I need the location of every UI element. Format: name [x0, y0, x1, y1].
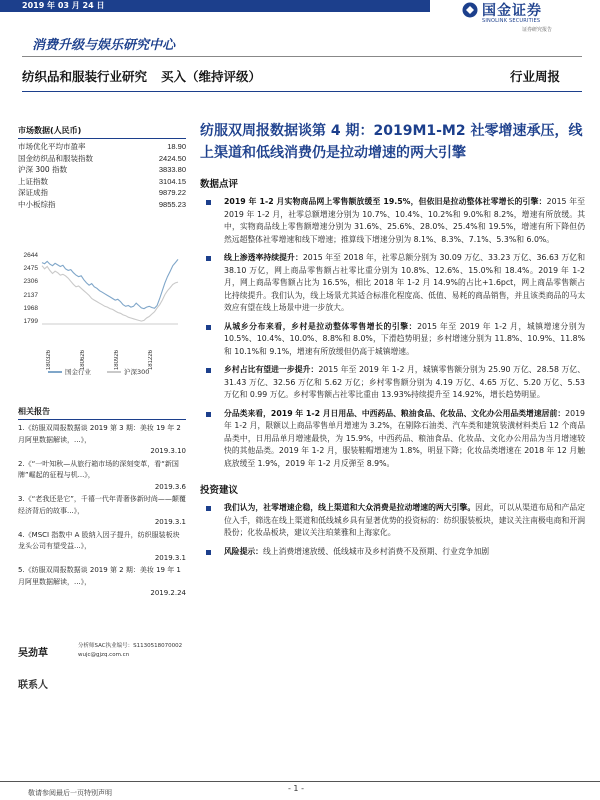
logo-tag: 证券研究报告 [522, 27, 553, 33]
market-row [18, 176, 186, 188]
related-report-date: 2019.3.1 [154, 553, 186, 562]
industry-line [22, 67, 261, 85]
bullet-text: 2015 年至 2018 年，社零总额分别为 30.09 万亿、33.23 万亿、36.63 万亿和 38.10 万亿，网上商品零售额占社零比重分别为 10.8%、12.6%、15.0%和 18.4%。2019 年 1-2 月，网上商品零售额占比为 16.5%，相比 2018 年 1-2 月 14.9%的占比+1.6pct，网上商品零售额占比持续提升。我们认为，线上场景尤其适合标准化程度高、低值、易耗的商品销售，并且该类商品的马太效应有望在线上场景中进一步放大。 [224, 253, 585, 312]
related-report-date: 2019.3.6 [154, 482, 186, 491]
y-tick-label: 2644 [23, 252, 38, 259]
analyst-sac: 分析师SAC执业编号：S1130518070002 [78, 643, 183, 649]
x-tick-label: 180626 [80, 350, 86, 371]
legend-label: 国金行业 [65, 368, 91, 376]
market-value: 3833.80 [158, 165, 186, 174]
market-row [18, 153, 186, 165]
rating: 买入（维持评级） [161, 69, 262, 84]
bullet-text: 2015 年至 2019 年 1-2 月，城镇零售额分别为 25.90 万亿、28.58 万亿、31.43 万亿、32.56 万亿和 5.62 万亿；乡村零售额分别为 4.19 万亿、4.65 万亿、5.20 万亿、5.53 万亿和 0.99 万亿。乡村零售额占社零比重由 13.93%持续提升至 14.92%，增长趋势明显。 [224, 365, 586, 399]
bullet-icon [206, 550, 211, 555]
related-report-date: 2019.3.10 [150, 447, 186, 455]
industry-name: 纺织品和服装行业研究 [22, 69, 148, 84]
report-title: 纺服双周报数据谈第 4 期：2019M1-M2 社零增速承压，线上渠道和低线消费仍是拉动增速的两大引擎 [200, 123, 583, 161]
bullet-paragraph [200, 408, 585, 471]
market-label: 上证指数 [18, 176, 48, 186]
related-report-item[interactable] [18, 530, 186, 565]
related-report-item[interactable] [18, 423, 186, 458]
report-type: 行业周报 [510, 69, 561, 84]
market-label: 沪深 300 指数 [18, 165, 68, 174]
research-center: 消费升级与娱乐研究中心 [32, 38, 176, 53]
logo-en: SINOLINK SECURITIES [482, 18, 541, 24]
market-label: 中小板综指 [18, 199, 56, 209]
related-report-item[interactable] [18, 565, 186, 600]
legend-label: 沪深300 [124, 368, 150, 376]
bullet-icon [206, 200, 211, 205]
related-report-text: 3.《“老我还是它”，千禧一代年青奢侈新时尚——颠覆经济背后的故事...》， [18, 495, 186, 515]
footer-divider [0, 781, 600, 782]
bullet-paragraph [200, 546, 585, 559]
legend-swatch [107, 371, 121, 373]
bullet-paragraph [200, 321, 585, 359]
related-report-date: 2019.3.1 [154, 518, 186, 526]
page-number: - 1 - [288, 784, 304, 793]
y-tick-label: 2306 [23, 278, 38, 286]
market-value: 18.90 [167, 142, 186, 151]
logo-cn: 国金证券 [482, 3, 542, 19]
analyst-info [78, 642, 182, 660]
related-report-item[interactable] [18, 459, 186, 494]
bullet-paragraph [200, 252, 585, 315]
y-tick-label: 2137 [23, 291, 38, 299]
chart-legend [48, 367, 149, 376]
related-report-text: 1.《纺服双周报数据谈 2019 第 3 期：美妆 19 年 2 月阿里数据解读，...》， [18, 424, 181, 444]
market-value: 3104.15 [158, 176, 186, 186]
related-report-text: 2.《“一叶知秋—从旅行箱市场的深刻变革，看“新国牌”崛起的征程与机...》， [18, 459, 179, 479]
bullet-text: 因此，可以从渠道布局和产品定位入手，筛选在线上渠道和低线城乡具有显著优势的投资标的：纺织服装板块，建议关注南极电商和开润股份；化妆品板块，建议关注珀莱雅和上海家化。 [224, 503, 586, 537]
top-bar [0, 0, 430, 12]
market-row [18, 164, 186, 176]
market-row [18, 199, 186, 211]
bullet-text: 2019 年 1-2 月，限额以上商品零售单月增速为 3.2%，在剔除石油类、汽车类和建筑装潢材料类后 12 个商品品类中，日用品单月增速最快，为 15.9%，中西药品、粮油食品、化妆品、文化办公用品为当月增速较快的其他品类。2019 年 1-2 月，服装鞋帽增速为 1.8%，明显下降；化妆品类增速在 2018 年 12 月触底放缓至 1.9%，2019 年 1-2 月反弹至 8.9%。 [224, 408, 585, 468]
bullet-text: 线上消费增速放缓、低线城市及乡村消费不及预期、行业竞争加剧 [262, 546, 490, 556]
bullet-lead: 风险提示： [224, 546, 263, 556]
y-tick-label: 2475 [23, 265, 38, 273]
bullet-text: 2015 年至 2019 年 1-2 月，城镇增速分别为 10.5%、10.4%、10.0%、8.8%和 8.0%，下滑趋势明显；乡村增速分别为 11.8%、10.9%、11.8%和 10.1%和 9.1%，增速有所放缓但仍高于城镇增速。 [224, 321, 586, 356]
bullet-icon [206, 325, 211, 330]
bullet-lead: 乡村占比有望进一步提升： [224, 365, 319, 374]
divider [22, 91, 582, 92]
market-value: 2424.50 [158, 153, 186, 163]
analyst-name: 吴劲草 [18, 648, 48, 659]
bullet-paragraph [200, 364, 585, 402]
x-tick-label: 180326 [46, 350, 52, 371]
market-label: 深证成指 [18, 188, 48, 197]
contact-name: 联系人 [18, 680, 48, 691]
divider [22, 56, 582, 57]
related-title: 相关报告 [18, 406, 186, 420]
logo [462, 0, 582, 34]
related-report-text: 4.《MSCI 指数中 A 股纳入因子提升，纺织服装板块龙头公司有望受益...》， [18, 530, 180, 550]
bullet-lead: 我们认为，社零增速企稳，线上渠道和大众消费是拉动增速的两大引擎。 [224, 503, 476, 512]
report-date: 2019 年 03 月 24 日 [22, 1, 105, 10]
bullet-icon [206, 256, 211, 261]
bullet-lead: 线上渗透率持续提升： [224, 253, 303, 262]
x-tick-label: 181226 [148, 350, 154, 371]
legend-swatch [48, 371, 62, 373]
bullet-lead: 2019 年 1-2 月实物商品网上零售额放缓至 19.5%，但依旧是拉动整体社零增长的引擎： [224, 197, 547, 206]
market-row [18, 141, 186, 153]
bullet-icon [206, 412, 211, 417]
market-value: 9879.22 [158, 188, 186, 197]
index-chart [18, 246, 188, 381]
bullet-paragraph [200, 196, 585, 246]
market-value: 9855.23 [158, 199, 186, 209]
x-tick-label: 180926 [114, 350, 120, 371]
chart-plot [18, 246, 188, 366]
bullet-icon [206, 506, 211, 511]
market-label: 市场优化平均市盈率 [18, 142, 86, 151]
related-report-text: 5.《纺服双周报数据谈 2019 第 2 期：美妆 19 年 1 月阿里数据解读，...》， [18, 566, 181, 586]
bullet-lead: 分品类来看，2019 年 1-2 月日用品、中西药品、粮油食品、化妆品、文化办公用品类增速居前： [224, 408, 566, 418]
analyst-email[interactable]: wujc@gjzq.com.cn [78, 652, 130, 658]
legend-item [107, 367, 149, 376]
y-tick-label: 1799 [23, 318, 38, 325]
market-data [18, 125, 186, 210]
bullet-lead: 从城乡分布来看，乡村是拉动整体零售增长的引擎： [224, 321, 418, 331]
series-line-1 [42, 266, 178, 321]
bullet-paragraph [200, 502, 585, 540]
bullet-text: 2015 年至 2019 年 1-2 月，社零总额增速分别为 10.7%、10.4%、10.2%和 9.0%和 8.2%，增速有所放缓。其中，实物商品线上零售额增速分别为 31.6%、25.6%、28.0%、25.4%和 19.5%，增速有所下降但仍然远超整体社零增速和线下增速；推算线下增速分别为 8.1%、8.3%、7.1%、5.3%和 6.0%。 [224, 197, 585, 244]
logo-icon [462, 2, 478, 18]
main-content [200, 120, 585, 564]
related-reports [18, 406, 186, 601]
legend-item [48, 367, 91, 376]
section-heading: 投资建议 [200, 485, 239, 496]
series-line-0 [42, 259, 178, 308]
related-report-item[interactable] [18, 494, 186, 529]
market-row [18, 187, 186, 199]
bullet-icon [206, 368, 211, 373]
market-label: 国金纺织品和服装指数 [18, 153, 93, 163]
market-data-title: 市场数据(人民币) [18, 125, 186, 139]
footer-disclaimer: 敬请参阅最后一页特别声明 [28, 789, 112, 797]
related-report-date: 2019.2.24 [150, 589, 186, 597]
section-heading: 数据点评 [200, 179, 239, 190]
y-tick-label: 1968 [23, 304, 38, 312]
